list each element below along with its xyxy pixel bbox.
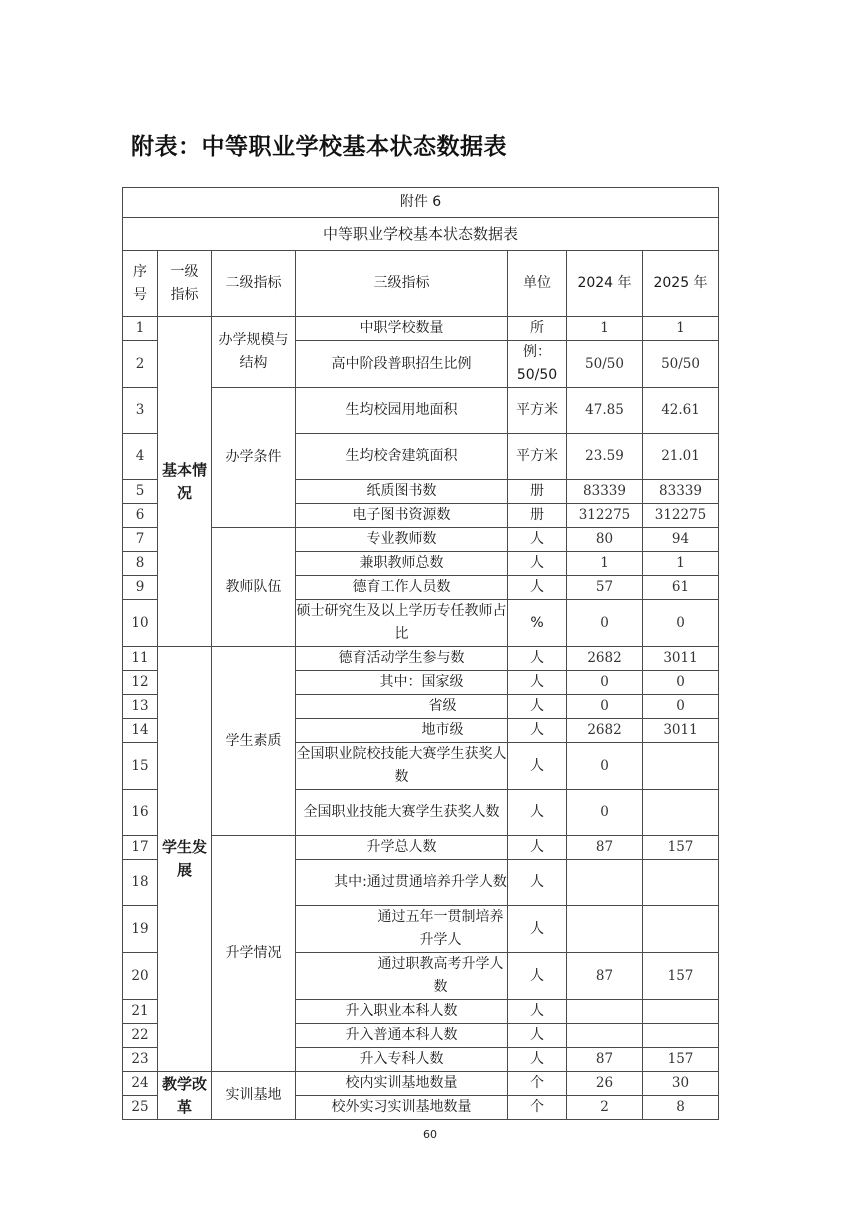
row-2024: 0 xyxy=(567,600,643,647)
row-unit: 人 xyxy=(508,576,567,600)
header-level3: 三级指标 xyxy=(296,251,508,317)
row-unit: 人 xyxy=(508,836,567,860)
row-2025: 61 xyxy=(643,576,719,600)
row-indicator: 生均校园用地面积 xyxy=(296,388,508,434)
attachment-row xyxy=(123,188,719,218)
row-indicator: 升入职业本科人数 xyxy=(296,1000,508,1024)
row-2025 xyxy=(643,790,719,836)
row-seq: 1 xyxy=(123,317,158,341)
row-seq: 16 xyxy=(123,790,158,836)
row-unit: 册 xyxy=(508,504,567,528)
row-seq: 5 xyxy=(123,480,158,504)
row-2024 xyxy=(567,1000,643,1024)
row-2025: 3011 xyxy=(643,719,719,743)
row-2024: 50/50 xyxy=(567,341,643,388)
row-seq: 24 xyxy=(123,1072,158,1096)
row-unit: 人 xyxy=(508,1024,567,1048)
row-2024: 26 xyxy=(567,1072,643,1096)
row-seq: 7 xyxy=(123,528,158,552)
row-seq: 6 xyxy=(123,504,158,528)
page-title: 附表：中等职业学校基本状态数据表 xyxy=(131,134,507,160)
header-row xyxy=(123,251,719,317)
level1-cell: 基本情况 xyxy=(158,317,212,647)
row-seq: 23 xyxy=(123,1048,158,1072)
row-2024 xyxy=(567,906,643,953)
row-2025: 94 xyxy=(643,528,719,552)
row-unit: 人 xyxy=(508,647,567,671)
table-row xyxy=(123,528,719,552)
row-seq: 8 xyxy=(123,552,158,576)
table-row xyxy=(123,836,719,860)
row-unit: 人 xyxy=(508,528,567,552)
row-seq: 25 xyxy=(123,1096,158,1120)
row-indicator: 其中：国家级 xyxy=(296,671,508,695)
row-2025: 157 xyxy=(643,953,719,1000)
level2-cell: 教师队伍 xyxy=(212,528,296,647)
row-2024 xyxy=(567,1024,643,1048)
row-indicator: 生均校舍建筑面积 xyxy=(296,434,508,480)
row-2025: 8 xyxy=(643,1096,719,1120)
row-unit: 册 xyxy=(508,480,567,504)
row-2024: 57 xyxy=(567,576,643,600)
row-seq: 20 xyxy=(123,953,158,1000)
row-indicator: 全国职业技能大赛学生获奖人数 xyxy=(296,790,508,836)
row-indicator: 专业教师数 xyxy=(296,528,508,552)
row-unit: 人 xyxy=(508,695,567,719)
row-2025: 1 xyxy=(643,552,719,576)
row-indicator: 省级 xyxy=(296,695,508,719)
row-indicator: 德育活动学生参与数 xyxy=(296,647,508,671)
row-indicator: 升入专科人数 xyxy=(296,1048,508,1072)
row-indicator: 校内实训基地数量 xyxy=(296,1072,508,1096)
row-indicator: 校外实习实训基地数量 xyxy=(296,1096,508,1120)
row-unit: 平方米 xyxy=(508,434,567,480)
row-2025: 83339 xyxy=(643,480,719,504)
row-2024: 2682 xyxy=(567,647,643,671)
row-indicator: 其中:通过贯通培养升学人数 xyxy=(296,860,508,906)
table-row xyxy=(123,647,719,671)
row-2025 xyxy=(643,1000,719,1024)
row-unit: 人 xyxy=(508,1000,567,1024)
row-unit: 个 xyxy=(508,1072,567,1096)
row-2025: 30 xyxy=(643,1072,719,1096)
row-seq: 4 xyxy=(123,434,158,480)
row-2024: 0 xyxy=(567,695,643,719)
row-indicator: 中职学校数量 xyxy=(296,317,508,341)
header-level2: 二级指标 xyxy=(212,251,296,317)
table-row xyxy=(123,388,719,434)
row-indicator: 升入普通本科人数 xyxy=(296,1024,508,1048)
row-indicator: 兼职教师总数 xyxy=(296,552,508,576)
row-2024: 87 xyxy=(567,953,643,1000)
row-2025 xyxy=(643,906,719,953)
level1-cell: 教学改革 xyxy=(158,1072,212,1120)
row-unit: 人 xyxy=(508,790,567,836)
row-2024: 0 xyxy=(567,743,643,790)
table-row xyxy=(123,317,719,341)
level2-cell: 办学规模与结构 xyxy=(212,317,296,388)
row-indicator: 电子图书资源数 xyxy=(296,504,508,528)
row-2024: 80 xyxy=(567,528,643,552)
row-2025 xyxy=(643,1024,719,1048)
row-2024: 2 xyxy=(567,1096,643,1120)
table-title: 中等职业学校基本状态数据表 xyxy=(123,218,719,251)
row-2025: 1 xyxy=(643,317,719,341)
row-unit: 所 xyxy=(508,317,567,341)
row-unit: 人 xyxy=(508,906,567,953)
row-indicator: 通过职教高考升学人数 xyxy=(296,953,508,1000)
header-seq: 序号 xyxy=(123,251,158,317)
row-seq: 15 xyxy=(123,743,158,790)
row-indicator: 升学总人数 xyxy=(296,836,508,860)
row-seq: 12 xyxy=(123,671,158,695)
row-2024: 23.59 xyxy=(567,434,643,480)
header-2025: 2025 年 xyxy=(643,251,719,317)
row-indicator: 地市级 xyxy=(296,719,508,743)
header-level1: 一级指标 xyxy=(158,251,212,317)
row-2024: 1 xyxy=(567,552,643,576)
row-seq: 11 xyxy=(123,647,158,671)
row-2025: 0 xyxy=(643,671,719,695)
row-seq: 18 xyxy=(123,860,158,906)
row-seq: 22 xyxy=(123,1024,158,1048)
row-unit: 平方米 xyxy=(508,388,567,434)
row-2025 xyxy=(643,860,719,906)
row-indicator: 硕士研究生及以上学历专任教师占比 xyxy=(296,600,508,647)
row-2025: 157 xyxy=(643,836,719,860)
row-2024: 0 xyxy=(567,790,643,836)
row-unit: 人 xyxy=(508,1048,567,1072)
row-2025: 50/50 xyxy=(643,341,719,388)
row-unit: 例：50/50 xyxy=(508,341,567,388)
row-2025: 0 xyxy=(643,695,719,719)
row-2024 xyxy=(567,860,643,906)
row-2024: 2682 xyxy=(567,719,643,743)
row-2025: 312275 xyxy=(643,504,719,528)
row-seq: 9 xyxy=(123,576,158,600)
level2-cell: 实训基地 xyxy=(212,1072,296,1120)
row-2024: 312275 xyxy=(567,504,643,528)
header-2024: 2024 年 xyxy=(567,251,643,317)
row-2025: 21.01 xyxy=(643,434,719,480)
header-unit: 单位 xyxy=(508,251,567,317)
row-2024: 0 xyxy=(567,671,643,695)
row-seq: 21 xyxy=(123,1000,158,1024)
table-row xyxy=(123,1072,719,1096)
row-2025: 3011 xyxy=(643,647,719,671)
level1-cell: 学生发展 xyxy=(158,647,212,1072)
level2-cell: 办学条件 xyxy=(212,388,296,528)
attachment-label: 附件 6 xyxy=(123,188,719,218)
row-2025: 157 xyxy=(643,1048,719,1072)
row-seq: 19 xyxy=(123,906,158,953)
page-number: 60 xyxy=(423,1128,437,1141)
row-indicator: 德育工作人员数 xyxy=(296,576,508,600)
row-seq: 17 xyxy=(123,836,158,860)
row-unit: 个 xyxy=(508,1096,567,1120)
row-seq: 13 xyxy=(123,695,158,719)
row-2024: 1 xyxy=(567,317,643,341)
row-unit: 人 xyxy=(508,552,567,576)
level2-cell: 升学情况 xyxy=(212,836,296,1072)
row-2024: 83339 xyxy=(567,480,643,504)
basic-status-data-table xyxy=(122,187,719,1120)
row-unit: 人 xyxy=(508,953,567,1000)
row-seq: 10 xyxy=(123,600,158,647)
row-2024: 87 xyxy=(567,836,643,860)
row-indicator: 高中阶段普职招生比例 xyxy=(296,341,508,388)
table-title-row xyxy=(123,218,719,251)
row-2025: 42.61 xyxy=(643,388,719,434)
row-unit: 人 xyxy=(508,860,567,906)
row-indicator: 纸质图书数 xyxy=(296,480,508,504)
row-seq: 14 xyxy=(123,719,158,743)
row-indicator: 全国职业院校技能大赛学生获奖人数 xyxy=(296,743,508,790)
row-unit: 人 xyxy=(508,719,567,743)
row-unit: 人 xyxy=(508,743,567,790)
row-unit: % xyxy=(508,600,567,647)
row-2025 xyxy=(643,743,719,790)
row-2024: 47.85 xyxy=(567,388,643,434)
row-seq: 3 xyxy=(123,388,158,434)
row-2024: 87 xyxy=(567,1048,643,1072)
level2-cell: 学生素质 xyxy=(212,647,296,836)
row-seq: 2 xyxy=(123,341,158,388)
row-unit: 人 xyxy=(508,671,567,695)
row-indicator: 通过五年一贯制培养升学人 xyxy=(296,906,508,953)
row-2025: 0 xyxy=(643,600,719,647)
